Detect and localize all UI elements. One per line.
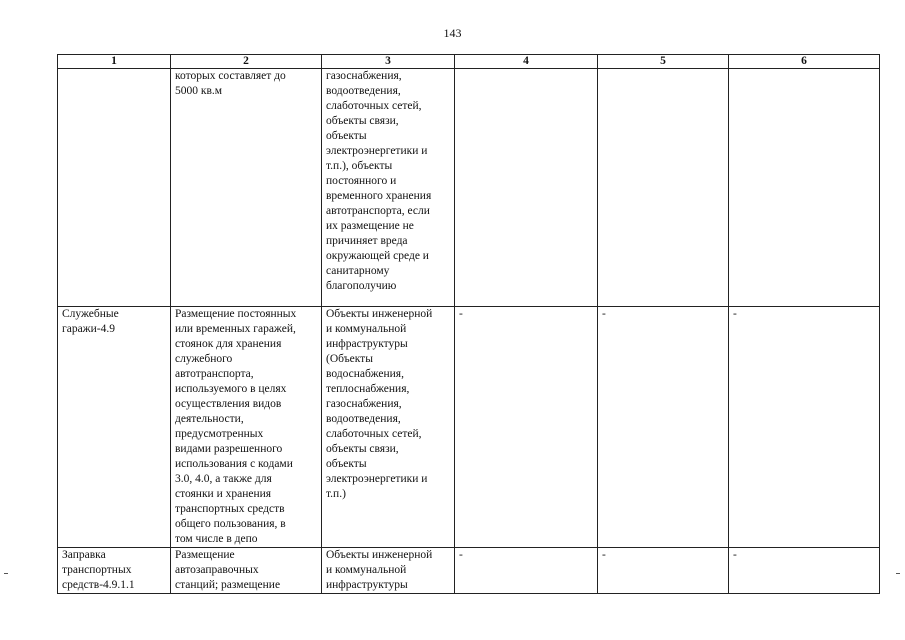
cell-text: Заправка транспортных средств-4.9.1.1 bbox=[62, 549, 135, 591]
cell-text: которых составляет до 5000 кв.м bbox=[175, 70, 286, 97]
cell-text: Размещение постоянных или временных гаражей, стоянок для хранения служебного автотранспорта, используемого в целях осуществления видов деятельности, предусмотренных видами разрешенного использования с кодами 3.0, 4.0, а также для стоянки и хранения транспортных средств общего пользования, в том числе в депо bbox=[175, 308, 297, 545]
table-cell bbox=[58, 548, 171, 594]
table-cell bbox=[598, 69, 729, 307]
table-cell bbox=[58, 69, 171, 307]
cell-text: - bbox=[733, 308, 737, 320]
cell-text: - bbox=[602, 549, 606, 561]
cell-text: Служебные гаражи-4.9 bbox=[62, 308, 119, 335]
column-header-2: 2 bbox=[171, 55, 322, 69]
scan-edge-mark-left bbox=[4, 573, 8, 574]
cell-text: Объекты инженерной и коммунальной инфраструктуры bbox=[326, 549, 433, 591]
cell-text: - bbox=[733, 549, 737, 561]
table-row bbox=[58, 69, 880, 307]
column-header-3: 3 bbox=[322, 55, 455, 69]
table-cell bbox=[171, 307, 322, 548]
table-cell bbox=[598, 307, 729, 548]
column-header-4: 4 bbox=[455, 55, 598, 69]
cell-text: - bbox=[459, 308, 463, 320]
table-cell bbox=[322, 69, 455, 307]
table-cell bbox=[455, 548, 598, 594]
table-cell bbox=[455, 69, 598, 307]
table-cell bbox=[729, 307, 880, 548]
table-cell bbox=[58, 307, 171, 548]
table-cell bbox=[171, 69, 322, 307]
table-cell bbox=[455, 307, 598, 548]
scan-edge-mark-right bbox=[896, 573, 900, 574]
table-row bbox=[58, 307, 880, 548]
cell-text: - bbox=[602, 308, 606, 320]
cell-text: газоснабжения, водоотведения, слаботочных сетей, объекты связи, объекты электроэнергетики и т.п.), объекты постоянного и временного хранения автотранспорта, если их размещение не причиняет вреда окружающей среде и санитарному благополучию bbox=[326, 70, 432, 292]
table-header-row bbox=[58, 55, 880, 69]
cell-text: Размещение автозаправочных станций; размещение bbox=[175, 549, 281, 591]
column-header-6: 6 bbox=[729, 55, 880, 69]
table-cell bbox=[171, 548, 322, 594]
table-cell bbox=[598, 548, 729, 594]
table-cell bbox=[729, 69, 880, 307]
cell-text: - bbox=[459, 549, 463, 561]
regulations-table bbox=[57, 54, 880, 594]
column-header-5: 5 bbox=[598, 55, 729, 69]
table-cell bbox=[729, 548, 880, 594]
table-cell bbox=[322, 548, 455, 594]
column-header-1: 1 bbox=[58, 55, 171, 69]
page-number: 143 bbox=[443, 26, 462, 40]
table-row bbox=[58, 548, 880, 594]
table-cell bbox=[322, 307, 455, 548]
cell-text: Объекты инженерной и коммунальной инфраструктуры (Объекты водоснабжения, теплоснабжения, газоснабжения, водоотведения, слаботочных сетей, объекты связи, объекты электроэнергетики и т.п.) bbox=[326, 308, 433, 500]
